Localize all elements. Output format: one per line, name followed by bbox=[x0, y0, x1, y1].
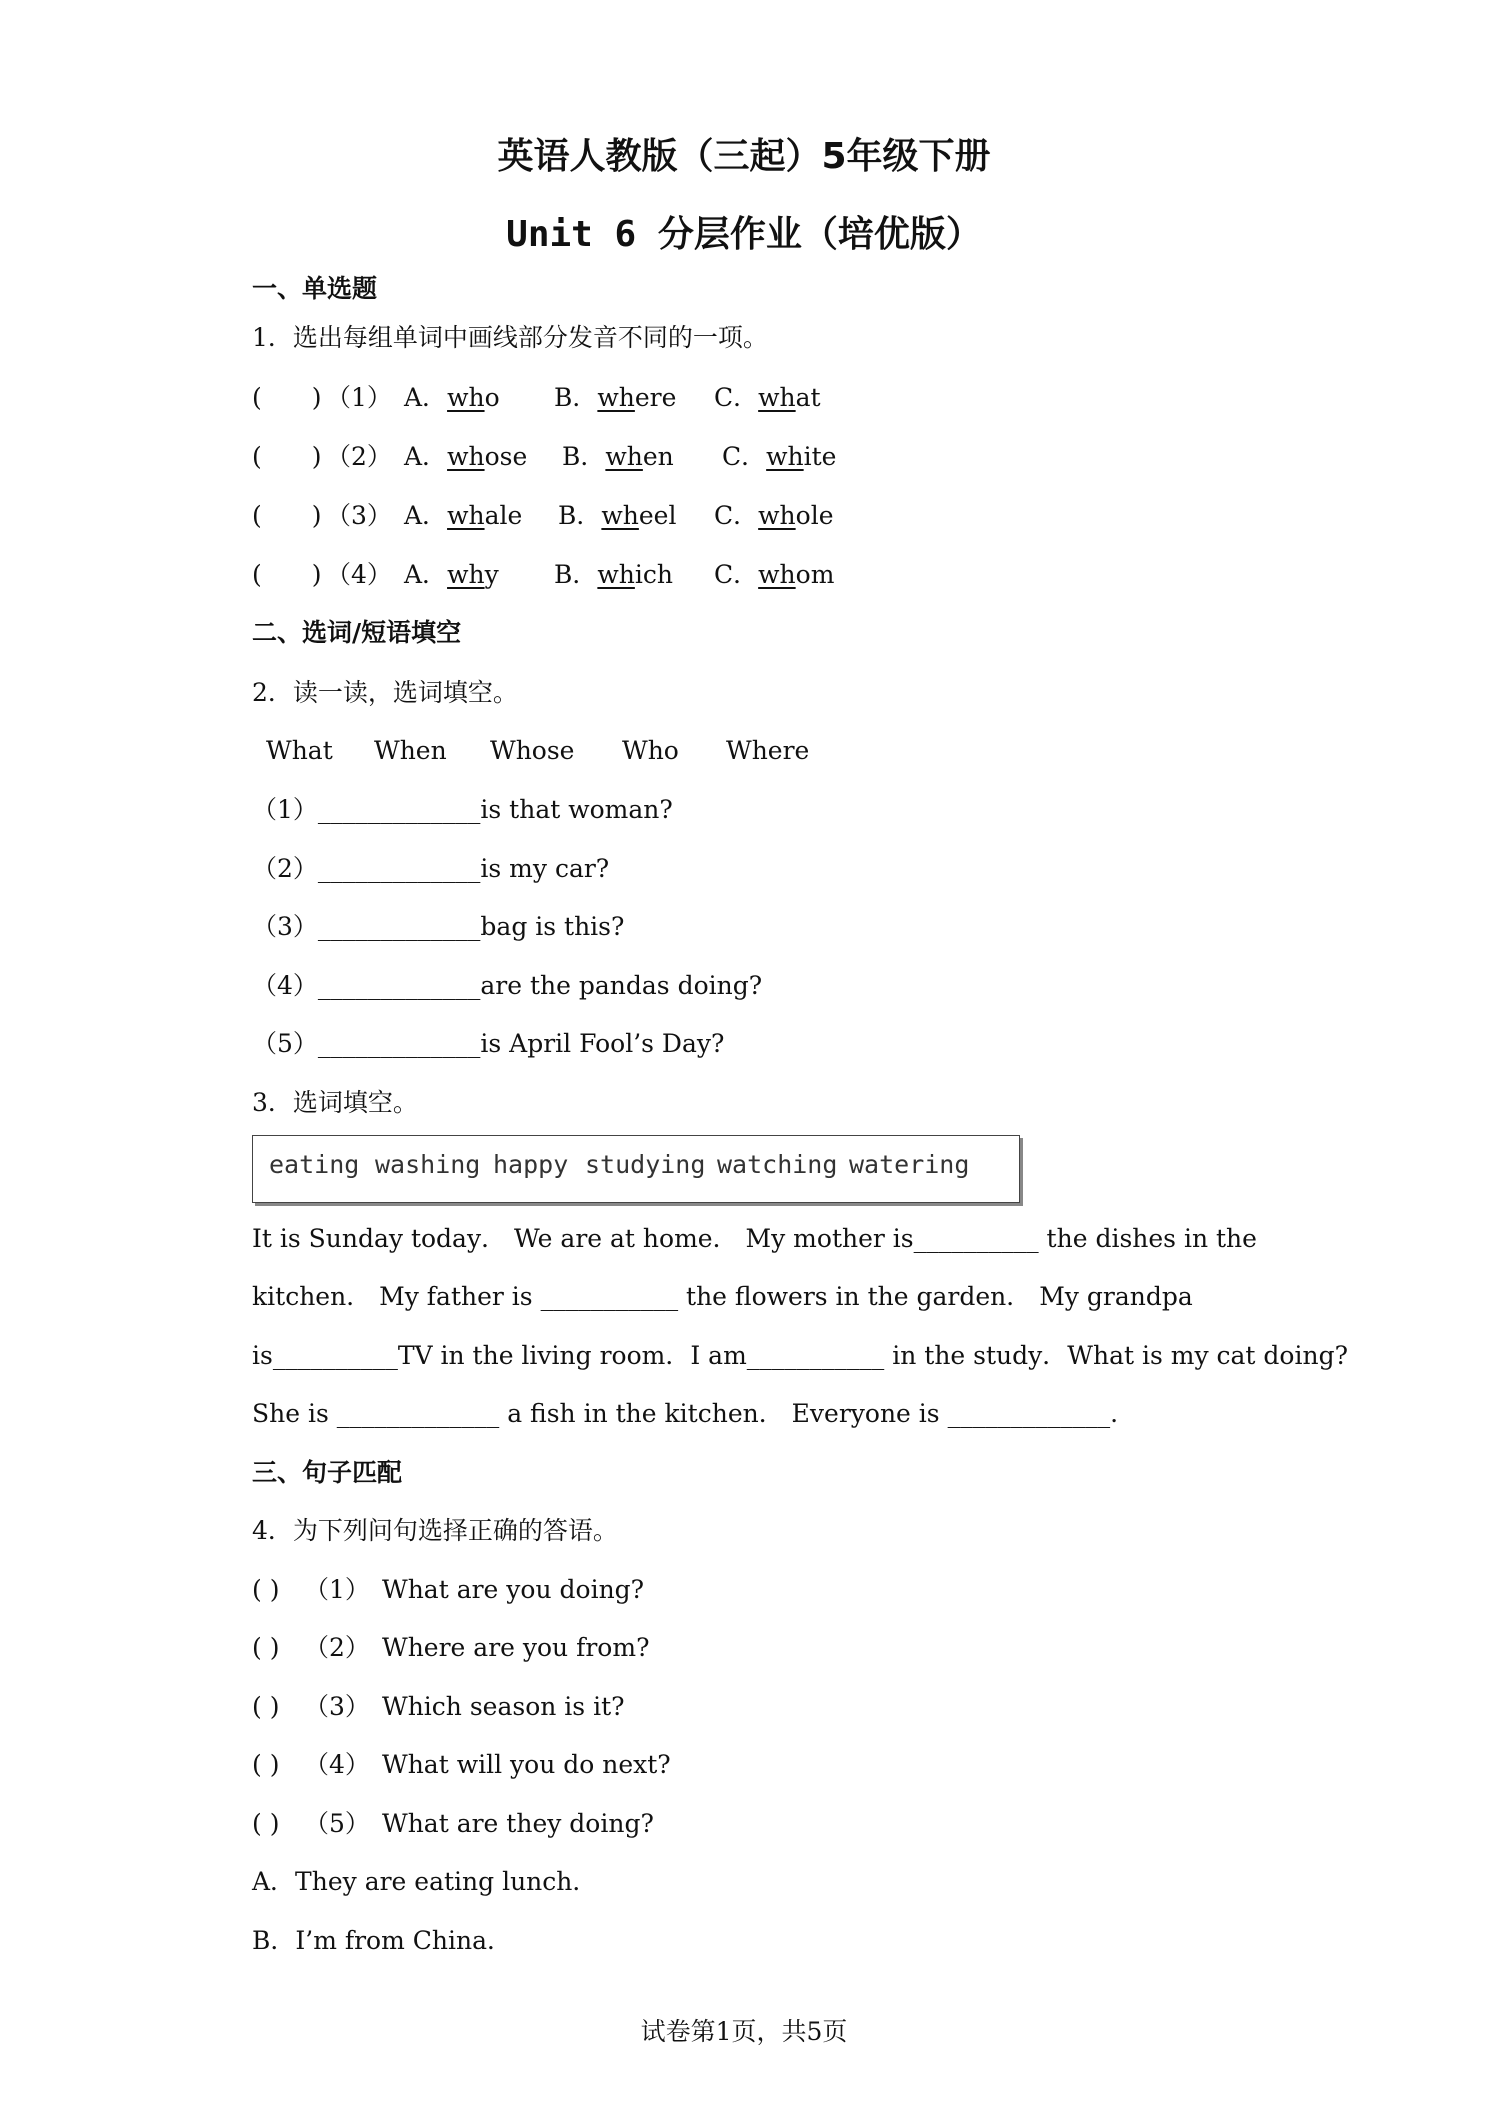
word-bank-item: When bbox=[374, 736, 447, 765]
option-b: B．which bbox=[554, 560, 673, 589]
answer-paren: ( ) bbox=[252, 1809, 280, 1838]
option-c: C．what bbox=[714, 383, 821, 412]
option-a: A．whale bbox=[404, 501, 523, 530]
q4-item-3 bbox=[252, 1690, 952, 1724]
option-b: B．wheel bbox=[558, 501, 677, 530]
box-word: watching bbox=[717, 1150, 838, 1179]
q1-item-1 bbox=[252, 381, 1152, 415]
box-word: studying bbox=[585, 1150, 706, 1179]
box-word: washing bbox=[375, 1150, 481, 1179]
word-bank-item: Where bbox=[726, 736, 810, 765]
question-text: What are you doing? bbox=[382, 1575, 645, 1604]
q4-item-5 bbox=[252, 1807, 952, 1841]
q1-item-3 bbox=[252, 499, 1152, 533]
passage-line-4: She is _____________ a fish in the kitchen． Everyone is _____________. bbox=[252, 1399, 1119, 1428]
word-bank-item: Who bbox=[622, 736, 679, 765]
box-word: watering bbox=[849, 1150, 970, 1179]
q1-item-4 bbox=[252, 558, 1152, 592]
word-bank bbox=[252, 734, 952, 768]
question-3-stem: 3．选词填空。 bbox=[252, 1088, 418, 1117]
option-b: B．when bbox=[562, 442, 674, 471]
word-bank-item: What bbox=[266, 736, 333, 765]
section-heading-1: 一、单选题 bbox=[252, 274, 378, 303]
question-4-stem: 4．为下列问句选择正确的答语。 bbox=[252, 1516, 618, 1545]
question-text: Which season is it? bbox=[382, 1692, 625, 1721]
answer-paren: ( ) bbox=[252, 442, 322, 471]
page-title: 英语人教版（三起）5年级下册 bbox=[497, 136, 991, 177]
item-number: （3） bbox=[326, 501, 392, 530]
option-a: A．why bbox=[404, 560, 499, 589]
item-number: （3） bbox=[304, 1692, 370, 1721]
item-number: （4） bbox=[326, 560, 392, 589]
page-subtitle: Unit 6 分层作业（培优版） bbox=[506, 214, 982, 255]
answer-paren: ( ) bbox=[252, 1633, 280, 1662]
item-number: （2） bbox=[326, 442, 392, 471]
item-number: （1） bbox=[304, 1575, 370, 1604]
question-text: What will you do next? bbox=[382, 1750, 671, 1779]
option-a: A．whose bbox=[404, 442, 528, 471]
answer-paren: ( ) bbox=[252, 1692, 280, 1721]
q2-item-1: （1）_____________is that woman? bbox=[252, 795, 673, 824]
section-heading-3: 三、句子匹配 bbox=[252, 1458, 403, 1487]
passage-line-1: It is Sunday today． We are at home． My mother is__________ the dishes in the bbox=[252, 1224, 1257, 1253]
answer-paren: ( ) bbox=[252, 383, 322, 412]
answer-paren: ( ) bbox=[252, 1750, 280, 1779]
q2-item-3: （3）_____________bag is this? bbox=[252, 912, 625, 941]
item-number: （2） bbox=[304, 1633, 370, 1662]
question-2-stem: 2．读一读，选词填空。 bbox=[252, 678, 518, 707]
q4-item-4 bbox=[252, 1748, 952, 1782]
question-1-stem: 1．选出每组单词中画线部分发音不同的一项。 bbox=[252, 323, 768, 352]
option-c: C．white bbox=[722, 442, 837, 471]
answer-paren: ( ) bbox=[252, 1575, 280, 1604]
answer-paren: ( ) bbox=[252, 560, 322, 589]
item-number: （1） bbox=[326, 383, 392, 412]
q4-item-2 bbox=[252, 1631, 952, 1665]
question-text: What are they doing? bbox=[382, 1809, 654, 1838]
passage-line-2: kitchen． My father is ___________ the flowers in the garden． My grandpa bbox=[252, 1282, 1193, 1311]
passage-line-3: is__________TV in the living room．I am___________ in the study．What is my cat doing? bbox=[252, 1341, 1348, 1370]
answer-option-a: A．They are eating lunch． bbox=[252, 1867, 598, 1896]
option-b: B．where bbox=[554, 383, 677, 412]
section-heading-2: 二、选词/短语填空 bbox=[252, 618, 462, 647]
q2-item-2: （2）_____________is my car? bbox=[252, 854, 610, 883]
option-c: C．whole bbox=[714, 501, 834, 530]
page-footer: 试卷第1页，共5页 bbox=[640, 2017, 848, 2046]
box-word: happy bbox=[493, 1150, 569, 1179]
q4-item-1 bbox=[252, 1573, 952, 1607]
word-bank-item: Whose bbox=[490, 736, 575, 765]
answer-option-b: B．I’m from China． bbox=[252, 1926, 512, 1955]
question-text: Where are you from? bbox=[382, 1633, 650, 1662]
q2-item-4: （4）_____________are the pandas doing? bbox=[252, 971, 763, 1000]
item-number: （5） bbox=[304, 1809, 370, 1838]
item-number: （4） bbox=[304, 1750, 370, 1779]
word-box bbox=[252, 1135, 1020, 1203]
option-c: C．whom bbox=[714, 560, 835, 589]
q1-item-2 bbox=[252, 440, 1152, 474]
option-a: A．who bbox=[404, 383, 500, 412]
box-word: eating bbox=[269, 1150, 360, 1179]
q2-item-5: （5）_____________is April Fool’s Day? bbox=[252, 1029, 725, 1058]
answer-paren: ( ) bbox=[252, 501, 322, 530]
